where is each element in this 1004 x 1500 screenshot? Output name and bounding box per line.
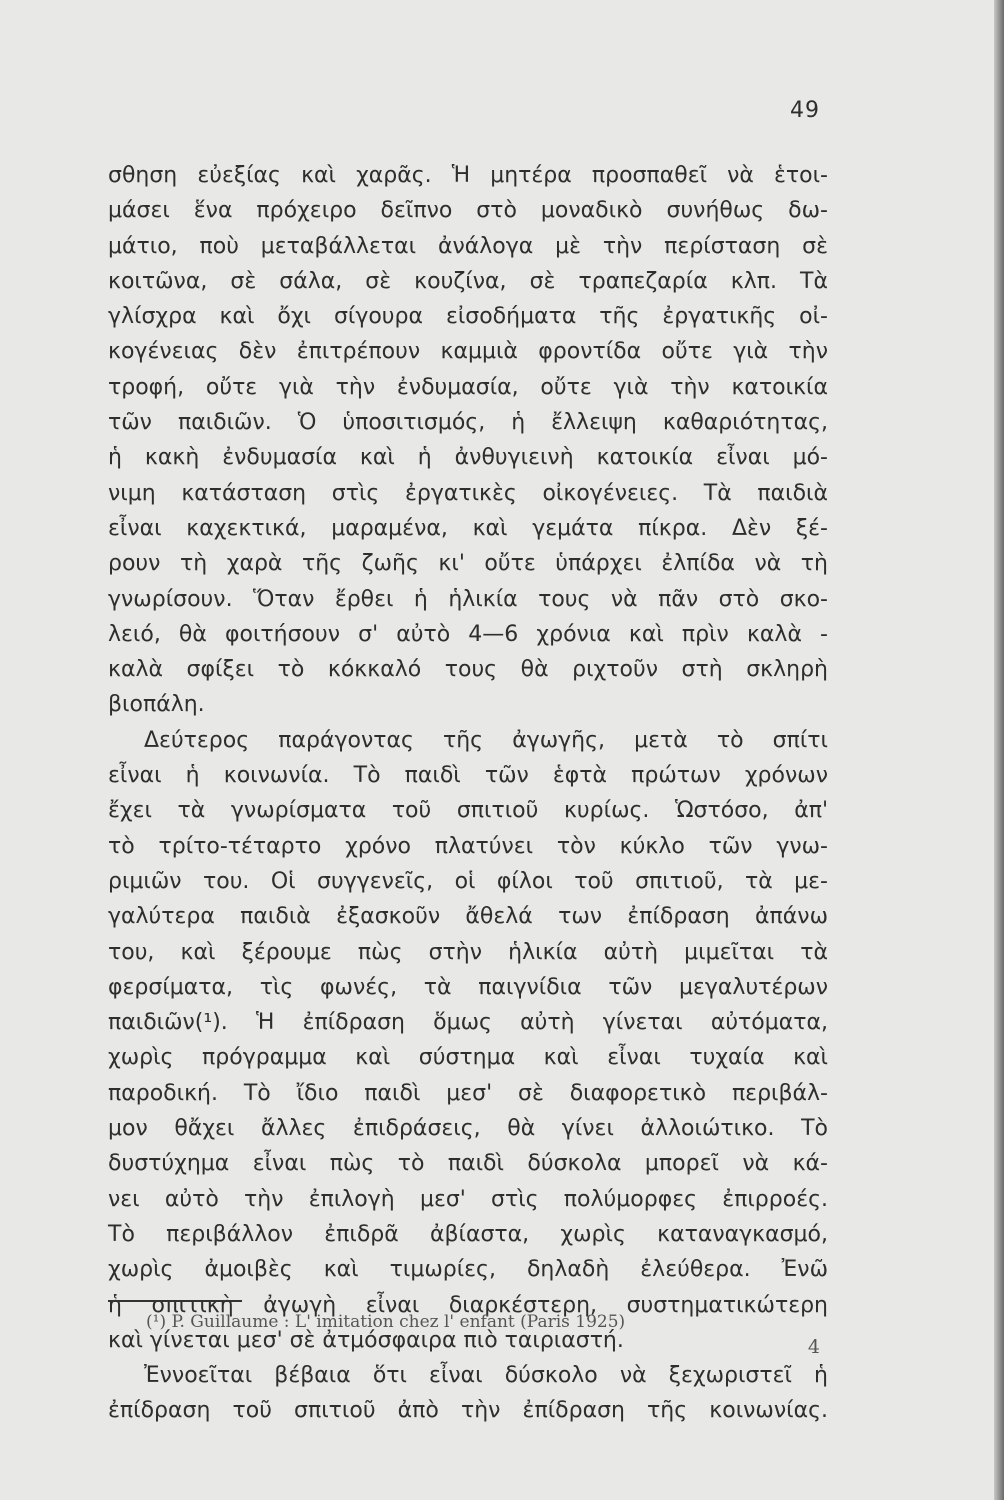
text-line: κοιτῶνα, σὲ σάλα, σὲ κουζίνα, σὲ τραπεζαρία κλπ. Τὰ xyxy=(108,268,828,294)
text-line: σθηση εὐεξίας καὶ χαρᾶς. Ἡ μητέρα προσπαθεῖ νὰ ἑτοι- xyxy=(108,163,828,188)
text-line: λειό, θὰ φοιτήσουν σ' αὐτὸ 4—6 χρόνια καὶ πρὶν καλὰ - xyxy=(108,621,828,647)
footnote-rule xyxy=(108,1300,242,1302)
text-line: εἶναι ἡ κοινωνία. Τὸ παιδὶ τῶν ἑφτὰ πρώτων χρόνων xyxy=(108,763,828,789)
text-line: κογένειας δὲν ἐπιτρέπουν καμμιὰ φροντίδα οὔτε γιὰ τὴν xyxy=(108,339,828,365)
text-line: καλὰ σφίξει τὸ κόκκαλό τους θὰ ριχτοῦν στὴ σκληρὴ xyxy=(108,657,828,683)
text-line: ἡ σπιτικὴ ἀγωγὴ εἶναι διαρκέστερη, συστηματικώτερη xyxy=(108,1292,828,1318)
text-line: τῶν παιδιῶν. Ὁ ὑποσιτισμός, ἡ ἔλλειψη καθαριότητας, xyxy=(108,410,828,436)
text-line: μάσει ἕνα πρόχειρο δεῖπνο στὸ μοναδικὸ συνήθως δω- xyxy=(108,198,828,224)
text-line: τροφή, οὔτε γιὰ τὴν ἐνδυμασία, οὔτε γιὰ τὴν κατοικία xyxy=(108,374,828,400)
text-line: καὶ γίνεται μεσ' σὲ ἀτμόσφαιρα πιὸ ταιριαστή. xyxy=(108,1327,624,1353)
text-line: νιμη κατάσταση στὶς ἐργατικὲς οἰκογένειες. Τὰ παιδιὰ xyxy=(108,480,828,506)
text-line: Ἐννοεῖται βέβαια ὅτι εἶναι δύσκολο νὰ ξεχωριστεῖ ἡ xyxy=(144,1363,828,1389)
text-line: μάτιο, ποὺ μεταβάλλεται ἀνάλογα μὲ τὴν περίσταση σὲ xyxy=(108,233,828,259)
page-number: 49 xyxy=(790,98,820,123)
text-line: βιοπάλη. xyxy=(108,692,205,718)
text-line: παιδιῶν(¹). Ἡ ἐπίδραση ὅμως αὐτὴ γίνεται αὐτόματα, xyxy=(108,1010,828,1036)
text-line: τὸ τρίτο-τέταρτο χρόνο πλατύνει τὸν κύκλο τῶν γνω- xyxy=(108,833,828,859)
text-line: εἶναι καχεκτικά, μαραμένα, καὶ γεμάτα πίκρα. Δὲν ξέ- xyxy=(108,515,828,541)
text-line: δυστύχημα εἶναι πὼς τὸ παιδὶ δύσκολα μπορεῖ νὰ κά- xyxy=(108,1151,828,1177)
text-line: ἐπίδραση τοῦ σπιτιοῦ ἀπὸ τὴν ἐπίδραση τῆς κοινωνίας. xyxy=(108,1398,828,1424)
text-line: γαλύτερα παιδιὰ ἐξασκοῦν ἄθελά των ἐπίδραση ἀπάνω xyxy=(108,904,828,930)
text-line: νει αὐτὸ τὴν ἐπιλογὴ μεσ' στὶς πολύμορφες ἐπιρροές. xyxy=(108,1186,828,1212)
text-line: ριμιῶν του. Οἱ συγγενεῖς, οἱ φίλοι τοῦ σπιτιοῦ, τὰ με- xyxy=(108,868,828,894)
text-line: γνωρίσουν. Ὅταν ἔρθει ἡ ἡλικία τους νὰ πᾶν στὸ σκο- xyxy=(108,586,828,612)
text-line: χωρὶς ἀμοιβὲς καὶ τιμωρίες, δηλαδὴ ἐλεύθερα. Ἐνῶ xyxy=(108,1257,828,1283)
page-edge-shadow xyxy=(994,0,1004,1500)
text-line: χωρὶς πρόγραμμα καὶ σύστημα καὶ εἶναι τυχαία καὶ xyxy=(108,1045,828,1071)
text-line: Δεύτερος παράγοντας τῆς ἀγωγῆς, μετὰ τὸ σπίτι xyxy=(144,727,828,753)
text-line: του, καὶ ξέρουμε πὼς στὴν ἡλικία αὐτὴ μιμεῖται τὰ xyxy=(108,939,828,965)
text-line: ἔχει τὰ γνωρίσματα τοῦ σπιτιοῦ κυρίως. Ὡστόσο, ἀπ' xyxy=(108,798,828,824)
text-line: γλίσχρα καὶ ὄχι σίγουρα εἰσοδήματα τῆς ἐργατικῆς οἰ- xyxy=(108,304,828,330)
body-text xyxy=(108,158,828,1429)
signature-mark: 4 xyxy=(807,1336,820,1358)
text-line: φερσίματα, τὶς φωνές, τὰ παιγνίδια τῶν μεγαλυτέρων xyxy=(108,974,828,1000)
text-line: παροδική. Τὸ ἴδιο παιδὶ μεσ' σὲ διαφορετικὸ περιβάλ- xyxy=(108,1080,828,1106)
text-line: μον θἄχει ἄλλες ἐπιδράσεις, θὰ γίνει ἀλλοιώτικο. Τὸ xyxy=(108,1116,828,1142)
footnote: (¹) P. Guillaume : L' imitation chez l' enfant (Paris 1925) xyxy=(146,1312,626,1332)
text-line: Τὸ περιβάλλον ἐπιδρᾶ ἀβίαστα, χωρὶς καταναγκασμό, xyxy=(108,1221,828,1247)
text-line: ρουν τὴ χαρὰ τῆς ζωῆς κι' οὔτε ὑπάρχει ἐλπίδα νὰ τὴ xyxy=(108,551,828,577)
text-line: ἡ κακὴ ἐνδυμασία καὶ ἡ ἀνθυγιεινὴ κατοικία εἶναι μό- xyxy=(108,445,828,471)
